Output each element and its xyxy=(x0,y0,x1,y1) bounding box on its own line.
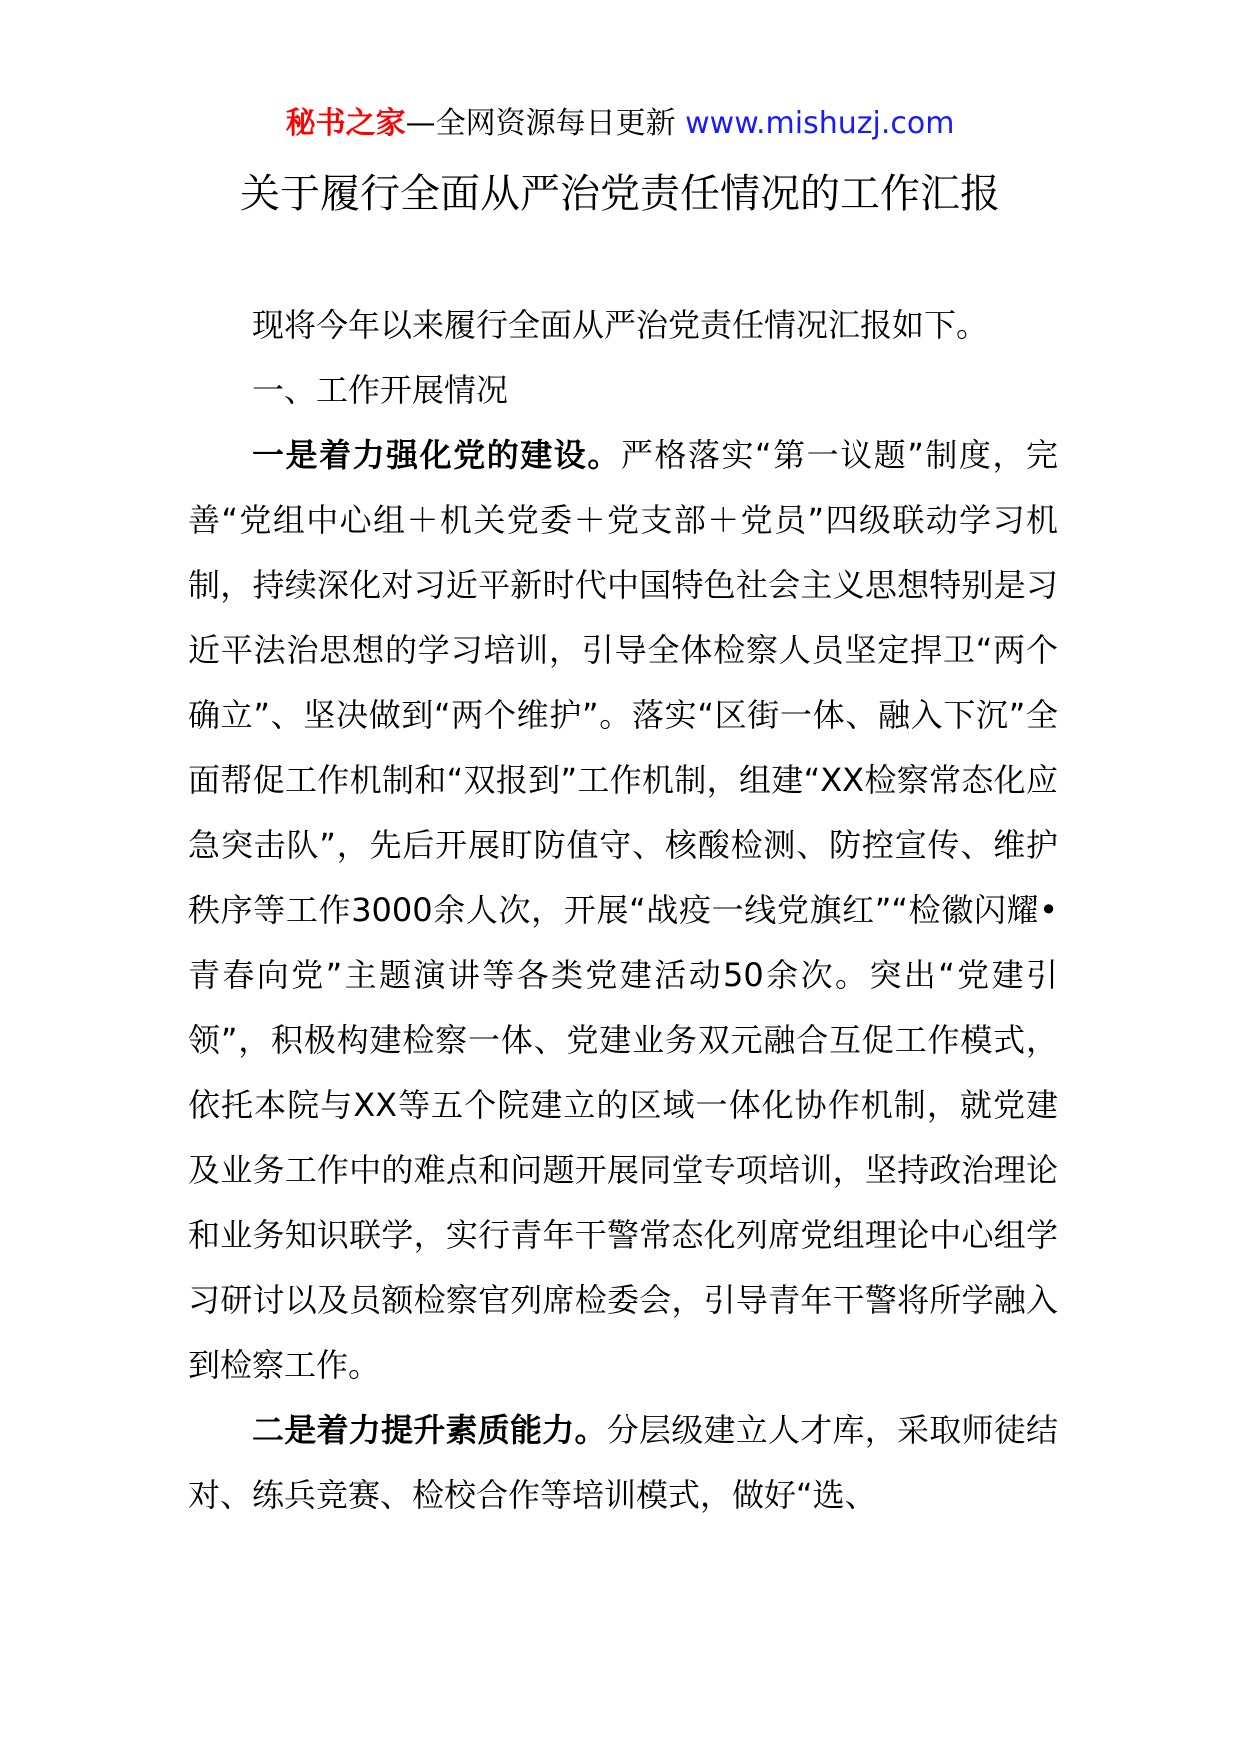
brand-name: 秘书之家 xyxy=(285,106,406,141)
paragraph-text: 严格落实“第一议题”制度，完善“党组中心组＋机关党委＋党支部＋党员”四级联动学习机制，持续深化对习近平新时代中国特色社会主义思想特别是习近平法治思想的学习培训，引导全体检察人员坚定捍卫“两个确立”、坚决做到“两个维护”。落实“区街一体、融入下沉”全面帮促工作机制和“双报到”工作机制，组建“XX检察常态化应急突击队”，先后开展盯防值守、核酸检测、防控宣传、维护秩序等工作3000余人次，开展“战疫一线党旗红”“检徽闪耀•青春向党”主题演讲等各类党建活动50余次。突出“党建引领”，积极构建检察一体、党建业务双元融合互促工作模式，依托本院与XX等五个院建立的区域一体化协作机制，就党建及业务工作中的难点和问题开展同堂专项培训，坚持政治理论和业务知识联学，实行青年干警常态化列席党组理论中心组学习研讨以及员额检察官列席检委会，引导青年干警将所学融入到检察工作。 xyxy=(188,436,1058,1384)
site-header xyxy=(0,100,1240,148)
paragraph-lead: 二是着力提升素质能力。 xyxy=(252,1411,607,1449)
body-paragraph xyxy=(188,423,1058,1398)
intro-paragraph: 现将今年以来履行全面从严治党责任情况汇报如下。 xyxy=(252,306,989,344)
document-body xyxy=(188,293,1058,1528)
section-heading: 一、工作开展情况 xyxy=(252,371,509,409)
body-paragraph xyxy=(188,1398,1058,1528)
header-tagline: —全网资源每日更新 xyxy=(405,106,686,141)
paragraph-lead: 一是着力强化党的建设。 xyxy=(252,436,621,474)
document-title: 关于履行全面从严治党责任情况的工作汇报 xyxy=(240,171,1000,217)
paragraph-text: 分层级建立人才库，采取师徒结对、练兵竞赛、检校合作等培训模式，做好“选、 xyxy=(188,1411,1058,1514)
site-url-link[interactable]: www.mishuzj.com xyxy=(685,106,955,141)
